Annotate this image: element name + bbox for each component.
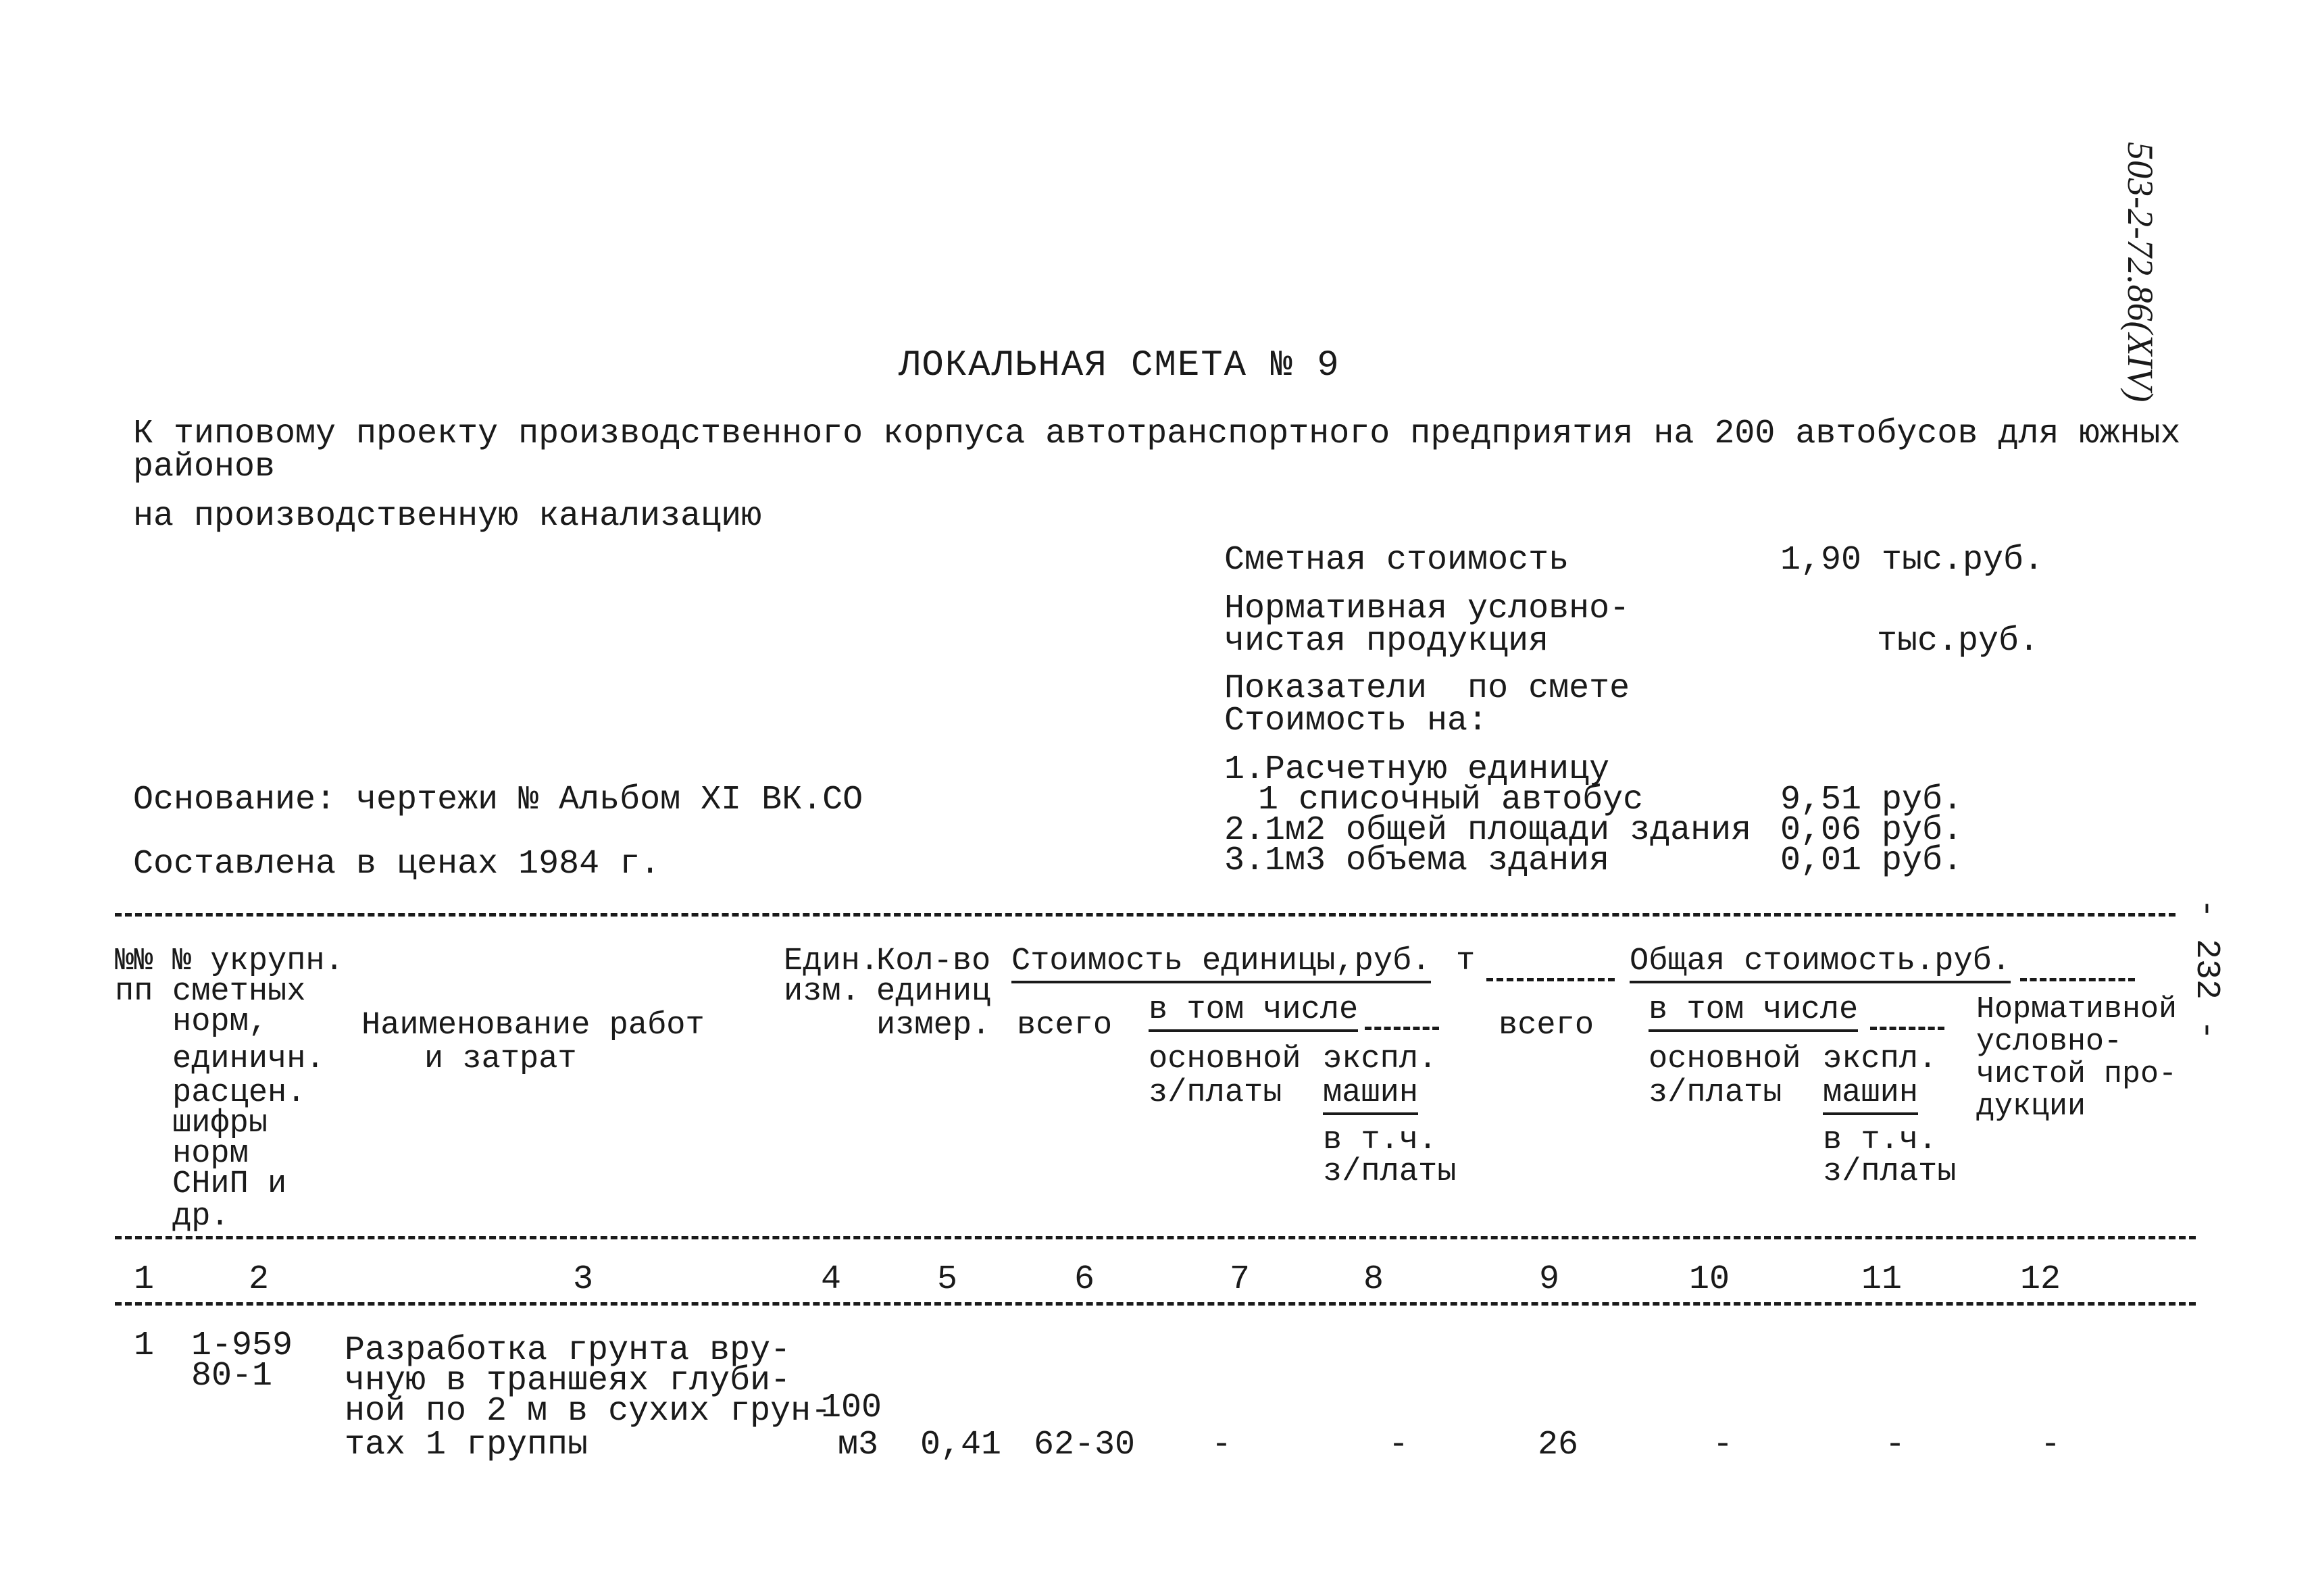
unit-2-label: 2.1м2 общей площади здания (1224, 811, 1752, 850)
header-col-12-line-2: условно- (1976, 1025, 2123, 1059)
header-incl-2: в том числе (1649, 994, 1858, 1026)
normative-value: тыс.руб. (1877, 622, 2040, 661)
page-number: - 232 - (2187, 898, 2225, 1041)
unit-1-label-b: 1 списочный автобус (1258, 781, 1644, 819)
header-col-6: всего (1017, 1008, 1113, 1044)
estimated-cost-value: 1,90 тыс.руб. (1780, 541, 2044, 580)
subtitle-line-2: районов (133, 448, 276, 486)
header-incl-1-dash (1365, 1027, 1439, 1030)
row-unit-total: 62-30 (1034, 1426, 1136, 1464)
header-col-12-line-1: Нормативной (1976, 992, 2178, 1027)
row-name-line-3: ной по 2 м в сухих грун- (345, 1392, 832, 1431)
row-normative: - (2040, 1426, 2061, 1464)
normative-label-2: чистая продукция (1224, 622, 1549, 661)
column-number-7: 7 (1230, 1260, 1251, 1299)
header-col-2-line-3: норм, (172, 1004, 268, 1040)
header-col-11b-line-1: в т.ч. (1823, 1123, 1938, 1158)
header-total-group: Общая стоимость.руб. (1630, 946, 2011, 977)
row-pp: 1 (134, 1327, 155, 1365)
header-col-2-line-8: СНиП и (172, 1166, 287, 1202)
header-col-8b-line-2: з/платы (1323, 1154, 1457, 1190)
subtitle-line-1: К типовому проекту производственного корпуса автотранспортного предприятия на 200 автобусов для южных (133, 415, 2181, 453)
column-number-6: 6 (1074, 1260, 1095, 1299)
row-unit-2: м3 (838, 1426, 879, 1464)
header-col-12-line-3: чистой про- (1976, 1057, 2178, 1091)
header-unit-cost-t: т (1456, 944, 1476, 979)
prices-line: Составлена в ценах 1984 г. (133, 845, 661, 883)
header-col-2-line-1: № укрупн. (172, 944, 344, 979)
column-number-1: 1 (134, 1260, 155, 1299)
side-stamp: 503-2-72.86(XIV) (2120, 142, 2161, 403)
column-number-2: 2 (249, 1260, 270, 1299)
header-col-7-line-2: з/платы (1149, 1075, 1282, 1111)
column-number-10: 10 (1689, 1260, 1730, 1299)
header-col-12-line-4: дукции (1976, 1089, 2086, 1124)
row-qty: 0,41 (920, 1426, 1002, 1464)
unit-1-label-a: 1.Расчетную единицу (1224, 750, 1610, 789)
header-col-3-line-2: и затрат (424, 1041, 577, 1077)
header-incl-2-dash (1870, 1027, 1944, 1030)
unit-2-value: 0,06 руб. (1780, 811, 1963, 850)
dashed-rule-header-bottom (115, 1236, 2196, 1239)
header-unit-cost-dash (1486, 978, 1615, 981)
header-col-11-line-1: экспл. (1823, 1041, 1938, 1077)
header-col-1-line-2: пп (115, 974, 153, 1010)
header-col-9: всего (1499, 1008, 1594, 1044)
document-title: ЛОКАЛЬНАЯ СМЕТА № 9 (899, 345, 1340, 386)
column-number-9: 9 (1539, 1260, 1560, 1299)
row-unit-machines: - (1388, 1426, 1409, 1464)
estimated-cost-label: Сметная стоимость (1224, 541, 1569, 580)
indicators-line-2: Стоимость на: (1224, 702, 1488, 740)
column-number-11: 11 (1861, 1260, 1903, 1299)
indicators-line-1: Показатели по смете (1224, 669, 1630, 708)
header-col-8-line-2: машин (1323, 1077, 1418, 1109)
row-unit-1: 100 (821, 1389, 882, 1427)
column-number-8: 8 (1363, 1260, 1384, 1299)
normative-label-1: Нормативная условно- (1224, 590, 1630, 628)
column-number-4: 4 (821, 1260, 842, 1299)
header-unit-cost-group: Стоимость единицы,руб. (1011, 946, 1431, 977)
header-col-11-line-2: машин (1823, 1077, 1918, 1109)
header-col-10-line-1: основной (1649, 1041, 1801, 1077)
header-col-8-line-1: экспл. (1323, 1041, 1438, 1077)
header-col-2-line-6: шифры (172, 1106, 268, 1141)
header-total-dash (2020, 978, 2135, 981)
header-col-2-line-9: др. (172, 1199, 230, 1235)
row-name-line-2: чную в траншеях глуби- (345, 1362, 791, 1400)
header-col-7-line-1: основной (1149, 1041, 1301, 1077)
header-col-8b-line-1: в т.ч. (1323, 1123, 1438, 1158)
header-col-2-line-2: сметных (172, 974, 306, 1010)
dashed-rule-top (115, 913, 2175, 917)
row-sum-base-wage: - (1713, 1426, 1734, 1464)
header-col-4-line-1: Един. (784, 944, 880, 979)
header-col-1-line-1: №№ (115, 944, 153, 979)
unit-1-value: 9,51 руб. (1780, 781, 1963, 819)
row-name-line-1: Разработка грунта вру- (345, 1331, 791, 1370)
purpose-line: на производственную канализацию (133, 497, 762, 536)
header-col-11b-line-2: з/платы (1823, 1154, 1957, 1190)
column-number-12: 12 (2020, 1260, 2061, 1299)
header-col-2-line-7: норм (172, 1136, 249, 1172)
header-col-2-line-5: расцен. (172, 1075, 306, 1111)
row-unit-base-wage: - (1211, 1426, 1232, 1464)
basis-line: Основание: чертежи № Альбом XI ВК.СО (133, 781, 863, 819)
header-col-5-line-1: Кол-во (876, 944, 991, 979)
dashed-rule-numbers-bottom (115, 1302, 2196, 1306)
unit-3-value: 0,01 руб. (1780, 842, 1963, 880)
header-col-4-line-2: изм. (784, 974, 860, 1010)
row-name-line-4: тах 1 группы (345, 1426, 588, 1464)
row-sum-machines: - (1885, 1426, 1906, 1464)
header-col-5-line-3: измер. (876, 1008, 991, 1044)
header-col-10-line-2: з/платы (1649, 1075, 1782, 1111)
row-sum-total: 26 (1538, 1426, 1579, 1464)
header-incl-1: в том числе (1149, 994, 1358, 1026)
column-number-3: 3 (573, 1260, 594, 1299)
row-code-2: 80-1 (191, 1357, 273, 1395)
column-number-5: 5 (937, 1260, 958, 1299)
header-col-2-line-4: единичн. (172, 1041, 325, 1077)
header-col-3-line-1: Наименование работ (361, 1008, 705, 1044)
header-col-5-line-2: единиц (876, 974, 991, 1010)
unit-3-label: 3.1м3 объема здания (1224, 842, 1610, 880)
row-code-1: 1-959 (191, 1327, 293, 1365)
